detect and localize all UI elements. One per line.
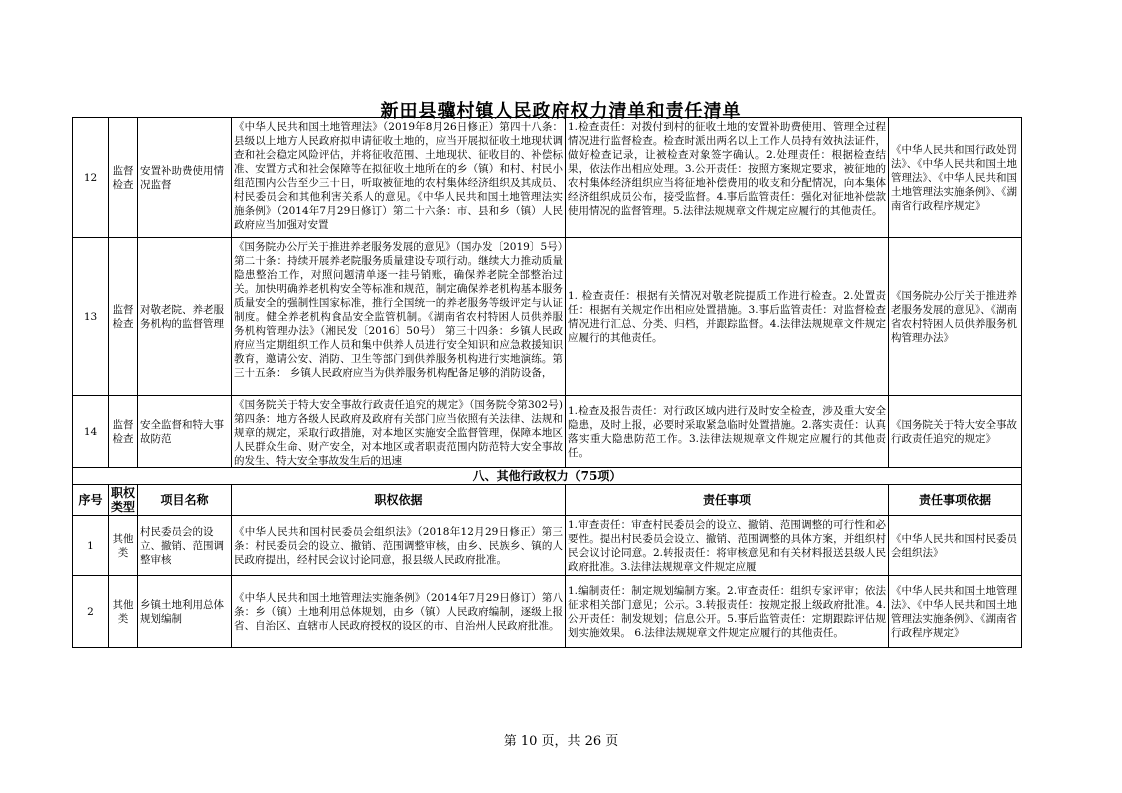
item-name: 安全监督和特大事故防范 xyxy=(138,396,232,468)
header-responsibility: 责任事项 xyxy=(566,485,889,516)
item-name: 安置补助费使用情况监督 xyxy=(138,118,232,238)
row-number: 12 xyxy=(73,118,109,238)
table-row xyxy=(73,118,1022,238)
power-basis-text: 《国务院办公厅关于推进养老服务发展的意见》（国办发〔2019〕5号）第二十条：持续开展养老院服务质量建设专项行动。继续大力推动质量隐患整治工作，对照问题清单逐一挂号销账，确保养老院全部整治过关。加快明确养老机构安全等标准和规范，制定确保养老机构基本服务质量安全的强制性国家标准，推行全国统一的养老服务等级评定与认证制度。健全养老机构食品安全监管机制。《湖南省农村特困人员供养服务机构管理办法》（湘民发〔2016〕50号） 第三十四条：乡镇人民政府应当定期组织工作人员和集中供养人员进行安全知识和应急救援知识教育，邀请公安、消防、卫生等部门到供养服务机构进行实地演练。第三十五条： 乡镇人民政府应当为供养服务机构配备足够的消防设备， xyxy=(234,240,563,379)
power-basis: 《中华人民共和国村民委员会组织法》（2018年12月29日修正）第三条：村民委员会的设立、撤销、范围调整审核，由乡、民族乡、镇的人民政府提出，经村民会议讨论同意，报县级人民政府批准。 xyxy=(232,516,566,576)
responsibility xyxy=(566,516,889,576)
responsibility: 1. 检查责任：根据有关情况对敬老院提质工作进行检查。2.处置责任：根据有关规定作出相应处置措施。3.事后监管责任：对监督检查情况进行汇总、分类、归档，并跟踪监督。4.法律法规规章文件规定应履行的其他责任。 xyxy=(566,238,889,396)
item-name: 乡镇土地利用总体规划编制 xyxy=(138,576,232,648)
row-number: 1 xyxy=(73,516,109,576)
responsibility-text: 1.审查责任：审查村民委员会的设立、撤销、范围调整的可行性和必要性。提出村民委员会设立、撤销、范围调整的具体方案，并组织村民会议讨论同意。2.转报责任：将审核意见和有关材料报送县级人民政府批准。3.法律法规规章文件规定应履 xyxy=(568,518,886,573)
responsibility-text: 1.检查责任：对拨付到村的征收土地的安置补助费使用、管理全过程情况进行监督检查。检查时派出两名以上工作人员持有效执法证件，做好检查记录，让被检查对象签字确认。2.处理责任：根据检查结果，依法作出相应处理。3.公开责任：按照方案规定要求，被征地的农村集体经济组织应当将征地补偿费用的收支和分配情况，向本集体经济组织成员公布，接受监督。4.事后监管责任：强化对征地补偿款使用情况的监督管理。5.法律法规规章文件规定应履行的其他责任。 xyxy=(568,120,886,217)
responsibility: 1.编制责任：制定规划编制方案。2.审查责任：组织专家评审；依法征求相关部门意见；公示。3.转报责任：按规定报上级政府批准。4.公开责任：制发规划；信息公开。5.事后监管责任：定期跟踪评估规划实施效果。 6.法律法规规章文件规定应履行的其他责任。 xyxy=(566,576,889,648)
responsibility-basis: 《国务院办公厅关于推进养老服务发展的意见》、《湖南省农村特困人员供养服务机构管理办法》 xyxy=(889,238,1022,396)
responsibility-basis: 《国务院关于特大安全事故行政责任追究的规定》 xyxy=(889,396,1022,468)
power-list-table xyxy=(72,117,1022,648)
responsibility: 1.检查及报告责任：对行政区域内进行及时安全检查，涉及重大安全隐患，及时上报，必要时采取紧急临时处置措施。2.落实责任：认真落实重大隐患防范工作。3.法律法规规章文件规定应履行的其他责任。 xyxy=(566,396,889,468)
power-basis xyxy=(232,238,566,396)
responsibility-basis: 《中华人民共和国土地管理法》、《中华人民共和国土地管理法实施条例》、《湖南省行政程序规定》 xyxy=(889,576,1022,648)
header-power-basis: 职权依据 xyxy=(232,485,566,516)
section-row xyxy=(73,468,1022,485)
row-number: 14 xyxy=(73,396,109,468)
table-row xyxy=(73,396,1022,468)
power-type: 其他类 xyxy=(109,576,138,648)
header-number: 序号 xyxy=(73,485,109,516)
power-type: 监督检查 xyxy=(109,118,138,238)
power-basis-text: 《国务院关于特大安全事故行政责任追究的规定》（国务院令第302号)第四条：地方各级人民政府及政府有关部门应当依照有关法律、法规和规章的规定，采取行政措施，对本地区实施安全监督管理，保障本地区人民群众生命、财产安全，对本地区或者职责范围内防范特大安全事故的发生、特大安全事故发生后的迅速 xyxy=(234,398,563,466)
section-title: 八、其他行政权力（75项） xyxy=(73,468,1022,485)
row-number: 2 xyxy=(73,576,109,648)
power-type: 其他类 xyxy=(109,516,138,576)
page-footer: 第 10 页，共 26 页 xyxy=(503,734,619,749)
header-item-name: 项目名称 xyxy=(138,485,232,516)
responsibility-basis: 《中华人民共和国行政处罚法》、《中华人民共和国土地管理法》、《中华人民共和国土地管理法实施条例》、《湖南省行政程序规定》 xyxy=(889,118,1022,238)
header-power-type: 职权类型 xyxy=(109,485,138,516)
row-number: 13 xyxy=(73,238,109,396)
responsibility xyxy=(566,118,889,238)
power-basis: 《中华人民共和国土地管理法实施条例》（2014年7月29日修订）第八条：乡（镇）土地利用总体规划，由乡（镇）人民政府编制，逐级上报省、自治区、直辖市人民政府授权的设区的市、自治州人民政府批准。 xyxy=(232,576,566,648)
header-responsibility-basis: 责任事项依据 xyxy=(889,485,1022,516)
power-basis xyxy=(232,118,566,238)
power-type: 监督检查 xyxy=(109,396,138,468)
header-row xyxy=(73,485,1022,516)
table-row xyxy=(73,516,1022,576)
table-row xyxy=(73,238,1022,396)
item-name: 村民委员会的设立、撤销、范围调整审核 xyxy=(138,516,232,576)
responsibility-basis: 《中华人民共和国村民委员会组织法》 xyxy=(889,516,1022,576)
page-title: 新田县骥村镇人民政府权力清单和责任清单 xyxy=(380,101,742,122)
table-row xyxy=(73,576,1022,648)
power-basis xyxy=(232,396,566,468)
item-name: 对敬老院、养老服务机构的监督管理 xyxy=(138,238,232,396)
power-basis-text: 《中华人民共和国土地管理法》（2019年8月26日修正）第四十八条：县级以上地方人民政府拟申请征收土地的，应当开展拟征收土地现状调查和社会稳定风险评估，并将征收范围、土地现状、征收目的、补偿标准、安置方式和社会保障等在拟征收土地所在的乡（镇）和村、村民小组范围内公告至少三十日，听取被征地的农村集体经济组织及其成员、村民委员会和其他利害关系人的意见。《中华人民共和国土地管理法实施条例》（2014年7月29日修订）第二十六条：市、县和乡（镇）人民政府应当加强对安置 xyxy=(234,120,563,231)
power-type: 监督检查 xyxy=(109,238,138,396)
